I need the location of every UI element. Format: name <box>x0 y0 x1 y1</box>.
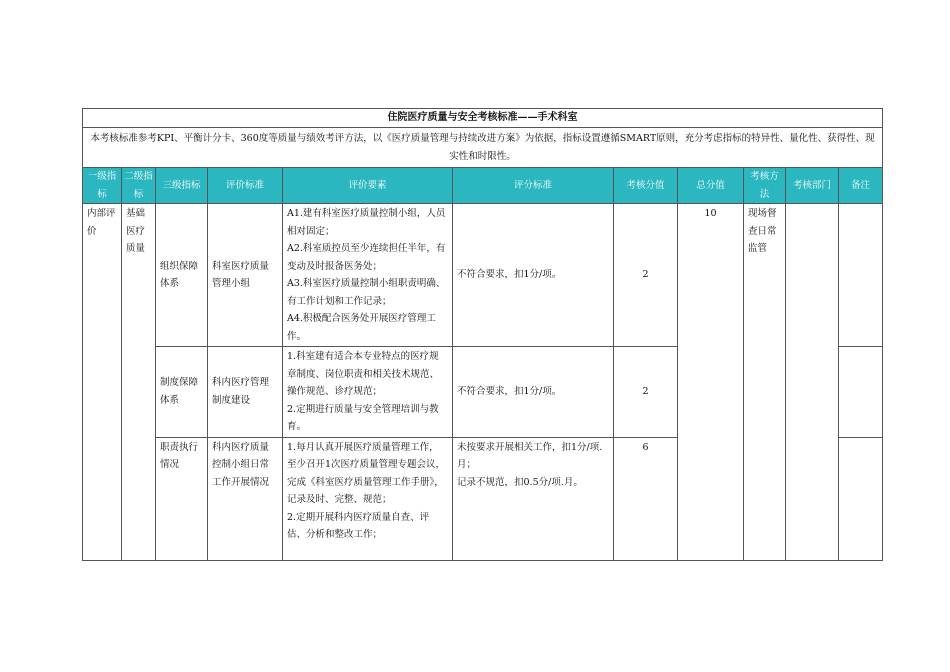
header-elements: 评价要素 <box>283 168 453 204</box>
criteria-cell: 科室医疗质量管理小组 <box>208 204 283 347</box>
header-level1: 一级指标 <box>83 168 122 204</box>
criteria-cell: 科内医疗质量控制小组日常工作开展情况 <box>208 437 283 560</box>
remark-cell <box>839 204 883 347</box>
scoring-cell: 不符合要求，扣1分/项。 <box>453 204 614 347</box>
assessment-table <box>82 108 883 561</box>
total-score-cell: 10 <box>678 204 744 561</box>
header-remark: 备注 <box>839 168 883 204</box>
header-criteria: 评价标准 <box>208 168 283 204</box>
level3-cell: 制度保障体系 <box>156 347 208 438</box>
method-cell: 现场督查日常监管 <box>744 204 786 561</box>
level3-cell: 职责执行情况 <box>156 437 208 560</box>
document-title: 住院医疗质量与安全考核标准——手术科室 <box>83 109 883 128</box>
scoring-cell: 未按要求开展相关工作，扣1分/项.月； 记录不规范，扣0.5分/项.月。 <box>453 437 614 560</box>
header-total: 总分值 <box>678 168 744 204</box>
header-row <box>83 168 883 204</box>
score-cell: 2 <box>614 204 678 347</box>
header-level2: 二级指标 <box>122 168 156 204</box>
level1-cell: 内部评价 <box>83 204 122 561</box>
table-row <box>83 204 883 347</box>
remark-cell <box>839 347 883 438</box>
header-level3: 三级指标 <box>156 168 208 204</box>
header-score: 考核分值 <box>614 168 678 204</box>
score-cell: 2 <box>614 347 678 438</box>
elements-cell: 1.科室建有适合本专业特点的医疗规章制度、岗位职责和相关技术规范、操作规范、诊疗规范； 2.定期进行质量与安全管理培训与教育。 <box>283 347 453 438</box>
score-cell: 6 <box>614 437 678 560</box>
scoring-cell: 不符合要求，扣1分/项。 <box>453 347 614 438</box>
header-method: 考核方法 <box>744 168 786 204</box>
remark-cell <box>839 437 883 560</box>
department-cell <box>786 204 839 561</box>
header-scoring: 评分标准 <box>453 168 614 204</box>
intro-text: 本考核标准参考KPI、平衡计分卡、360度等质量与绩效考评方法，以《医疗质量管理与持续改进方案》为依据，指标设置遵循SMART原则，充分考虑指标的特异性、量化性、获得性、现实性和时限性。 <box>83 128 883 168</box>
criteria-cell: 科内医疗管理制度建设 <box>208 347 283 438</box>
level3-cell: 组织保障体系 <box>156 204 208 347</box>
header-department: 考核部门 <box>786 168 839 204</box>
elements-cell: 1.每月认真开展医疗质量管理工作，至少召开1次医疗质量管理专题会议，完成《科室医疗质量管理工作手册》，记录及时、完整、规范； 2.定期开展科内医疗质量自查、评估、分析和整改工作； <box>283 437 453 560</box>
level2-cell: 基础医疗质量 <box>122 204 156 561</box>
elements-cell: A1.建有科室医疗质量控制小组，人员相对固定； A2.科室质控员至少连续担任半年，有变动及时报备医务处； A3.科室医疗质量控制小组职责明确、有工作计划和工作记录； A4.积极配合医务处开展医疗管理工作。 <box>283 204 453 347</box>
